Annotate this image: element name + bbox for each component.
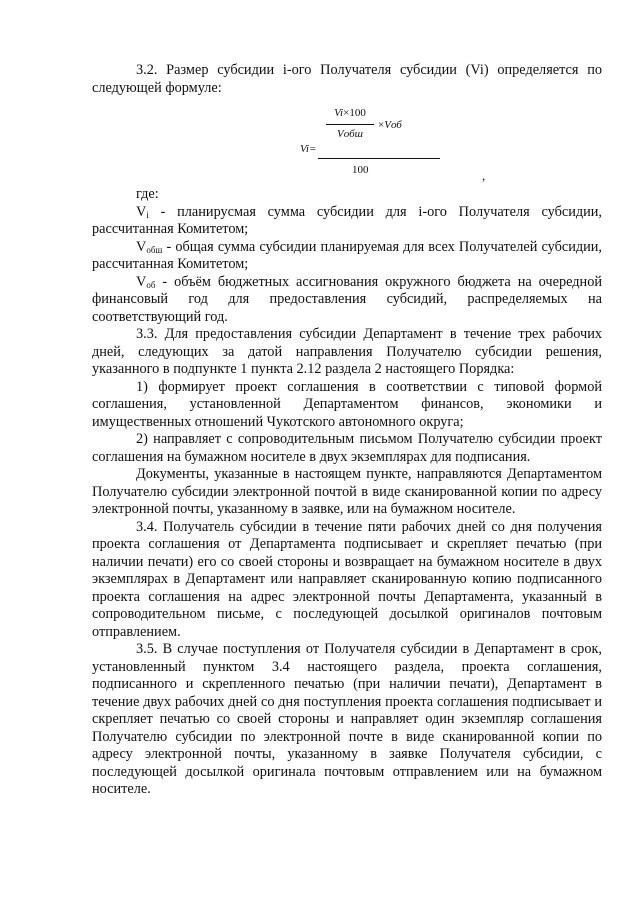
subsidy-formula xyxy=(92,99,602,183)
definition-vob xyxy=(92,274,602,327)
symbol-v: V xyxy=(136,273,147,290)
definition-vobsh xyxy=(92,239,602,274)
formula-inner-numerator xyxy=(326,105,374,123)
formula-comma: , xyxy=(482,168,486,183)
definition-vob-text: - объём бюджетных ассигнования окружного бюджета на очередной финансовый год для предоставления субсидий, распределяемых на соответствующий год. xyxy=(92,273,602,325)
paragraph-3-3: 3.3. Для предоставления субсидии Департамент в течение трех рабочих дней, следующих за датой направления Получателю субсидии решения, указанного в подпункте 1 пункта 2.12 раздела 2 настоящего Порядка: xyxy=(92,326,602,377)
symbol-sub-ob: об xyxy=(146,279,156,290)
formula-times-vob xyxy=(378,117,402,135)
paragraph-3-3-item-2: 2) направляет с сопроводительным письмом Получателю субсидии проект соглашения на бумажном носителе в двух экземплярах для подписания. xyxy=(92,431,602,465)
paragraph-3-2: 3.2. Размер субсидии i-ого Получателя субсидии (Vi) определяется по следующей формуле: xyxy=(92,62,602,96)
formula-lhs: Vi= xyxy=(300,143,317,155)
symbol-sub-i: i xyxy=(146,209,149,220)
formula-inner-bar xyxy=(326,124,374,125)
paragraph-gde: где: xyxy=(136,186,159,202)
symbol-v: V xyxy=(136,203,147,220)
symbol-sub-obsh: обш xyxy=(146,244,163,255)
symbol-v: V xyxy=(136,238,147,255)
document-body xyxy=(92,62,602,799)
formula-inner-denominator: Vобш xyxy=(337,127,363,140)
definition-vi xyxy=(92,204,602,239)
paragraph-3-5: 3.5. В случае поступления от Получателя субсидии в Департамент в срок, установленный пунктом 3.4 настоящего раздела, проекта соглашения, подписанного и скрепленного печатью (при наличии печати), Департамент в течение двух рабочих дней со дня поступления проекта соглашения подписывает и скрепляет печатью со своей стороны и направляет один экземпляр соглашения Получателю субсидии по электронной почте в виде сканированной копии по адресу электронной почты, указанному в заявке Получателя субсидии, с последующей досылкой оригинала почтовым отправлением или на бумажном носителе. xyxy=(92,641,602,797)
formula-vob-var: Vоб xyxy=(384,119,402,131)
paragraph-3-3-documents: Документы, указанные в настоящем пункте, направляются Департаментом Получателю субсидии электронной почтой в виде сканированной копии по адресу электронной почты, указанному в заявке, или на бумажном носителе. xyxy=(92,466,602,517)
formula-vi-var: Vi xyxy=(334,107,344,119)
paragraph-3-3-item-1: 1) формирует проект соглашения в соответствии с типовой формой соглашения, установленной Департаментом финансов, экономики и имущественных отношений Чукотского автономного округа; xyxy=(92,378,602,430)
definition-vobsh-text: - общая сумма субсидии планируемая для всех Получателей субсидии, рассчитанная Комитетом; xyxy=(92,238,602,272)
formula-inner-fraction xyxy=(326,105,374,143)
formula-times-100: ×100 xyxy=(343,107,366,119)
formula-outer-denominator: 100 xyxy=(352,164,369,176)
formula-times-sign: × xyxy=(378,119,385,131)
formula-main-bar xyxy=(318,158,440,159)
paragraph-3-4: 3.4. Получатель субсидии в течение пяти рабочих дней со дня получения проекта соглашения от Департамента подписывает и скрепляет печатью (при наличии печати) его со своей стороны и возвращает на бумажном носителе в двух экземплярах в Департамент или направляет сканированную копию подписанного проекта соглашения на адрес электронной почты Департамента, указанный в сопроводительном письме, с последующей досылкой оригиналов почтовым отправлением. xyxy=(92,518,602,640)
definition-vi-text: - планирусмая сумма субсидии для i-ого Получателя субсидии, рассчитанная Комитетом; xyxy=(92,203,602,237)
